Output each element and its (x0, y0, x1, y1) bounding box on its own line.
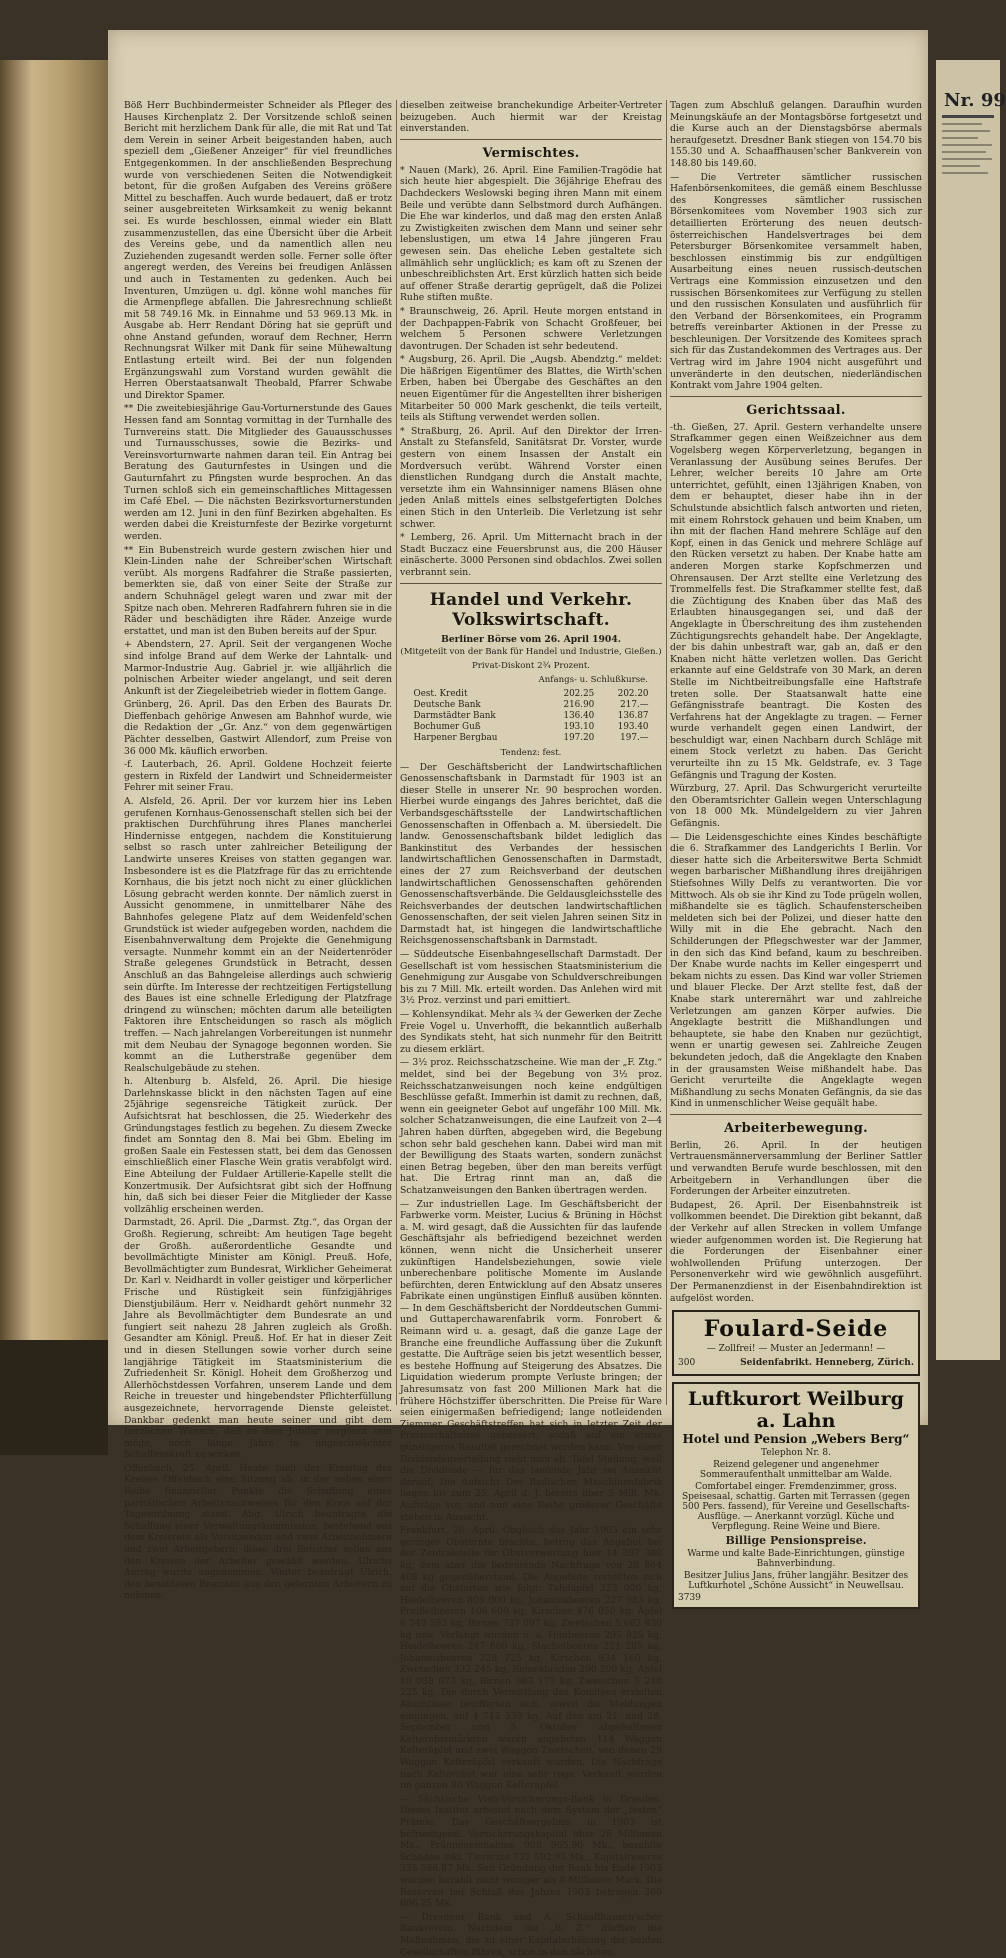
ad-line: Warme und kalte Bade-Einrichtungen, günstige Bahnverbindung. (687, 1549, 905, 1570)
boerse-row (410, 689, 651, 700)
boerse-rate: 202.20 (617, 688, 649, 699)
boerse-discount: Privat-Diskont 2¾ Prozent. (471, 660, 591, 671)
section-heading: Handel und Verkehr. Volkswirtschaft. (429, 589, 633, 630)
article-text: A. Alsfeld, 26. April. Der vor kurzem hier ins Leben gerufenen Kornhaus-Genossenschaft stellen sich bei der praktischen Durchführung ihres Planes mancherlei Hindernisse entgegen, nachdem die Konstituierung selbst so rasch unter zahlreicher Beteiligung der Landwirte unseres Kreises von statten gegangen war. Insbesondere ist es die Platzfrage für das zu errichtende Kornhaus, die bis jetzt noch nicht zu einer glücklichen Lösung gebracht werden konnte. Der nämlich zuerst in Aussicht genommene, in unmittelbarer Nähe des Bahnhofes gelegene Platz auf dem Weidenfeld'schen Grundstück ist wieder aufgegeben worden, nachdem die Eisenbahnverwaltung dem Projekte die Genehmigung versagte. Nunmehr kommt ein an der Neidertenröder Straße gelegenes Grundstück in Betracht, dessen Anschluß an das Bahngeleise allerdings auch schwierig sein dürfte. Im Interesse der rechtzeitigen Fertigstellung des Baues ist eine schnelle Erledigung der Platzfrage dringend zu wünschen; möchten darum alle beteiligten Faktoren ihre Entscheidungen so rasch als möglich treffen. — Nach jahrelangen Vorbereitungen ist nunmehr mit dem Neubau der Synagoge begonnen worden. Sie kommt an die Lutherstraße gegenüber dem Realschulgebäude zu stehen. (124, 796, 392, 1074)
section-rule (400, 583, 662, 584)
newspaper-page (108, 30, 928, 1958)
boerse-security: Harpener Bergbau (413, 732, 498, 743)
article-text: — 3½ proz. Reichsschatzscheine. Wie man der „F. Ztg.“ meldet, sind bei der Begebung von 3½ proz. Reichsschatzanweisungen noch keine endgültigen Beschlüsse gefaßt. Immerhin ist damit zu rechnen, daß, wenn ein geeigneter Gebot auf ungefähr 100 Mill. Mk. solcher Schatzanweisungen, die eine Laufzeit von 2—4 Jahren haben dürften, abgegeben wird, die Begebung schon sehr bald geschehen kann. Dabei wird man mit der Bewilligung des Staats warten, sondern zunächst einen Betrag begeben, über den man bereits verfügt hat. Die Ertrag rinnt man an, daß die Schatzanweisungen den Banken übertragen werden. (400, 1057, 662, 1196)
column-rule (396, 100, 397, 1405)
advertisement-weilburg (672, 1382, 920, 1609)
boerse-subtitle: (Mitgeteilt von der Bank für Handel und Industrie, Gießen.) (400, 646, 662, 657)
article-text: — Zur industriellen Lage. Im Geschäftsbericht der Farbwerke vorm. Meister, Lucius & Brüning in Höchst a. M. wird gesagt, daß die Aussichten für das laufende Geschäftsjahr als befriedigend bezeichnet werden können, wenn nicht die Unsicherheit unserer zukünftigen Handelsbeziehungen, sowie viele unberechenbare politische Momente im Auslande befürchten, deren Entwicklung auf den Absatz unseres Fabrikate einen ungünstigen Einfluß ausüben könnten. — In dem Geschäftsbericht der Norddeutschen Gummi- und Guttaperchawarenfabrik vorm. Fonrobert & Reimann wird u. a. gesagt, daß die ganze Lage der Branche eine freundliche Auffassung über die Zukunft gestatte. Die Aufträge seien bis jetzt wesentlich besser, es bestehe Hoffnung auf Steigerung des Absatzes. Die Liquidation wiederum prompte Verluste bringen; der Jahresumsatz von fast 200 Millionen Mark hat die frühere Höchstziffer überschritten. Die Preise für Ware seien einigermaßen befriedigend; lange notleidenden Ziemmer Geschäftstreffen hat sich in letzter Zeit der Preisverhältnisse gebessert, sodaß auf ein etwas günstigeres Resultat gerechnet werden kann. Von einer Dividendenverteilung sieht man ab. Tafel Stellung, weil die Dividende — für das laufende Jahr sei Aussicht darauf; Die Aufsicht Des Badischen Maschinenfabrik liegen bis zum 25. April d. J. bereits über 5 Mill. Mk. Aufträge vor, und nun eine Reihe größerer Geschäfte stehen in Aussicht. (400, 1198, 662, 1523)
boerse-rate: 217.— (620, 699, 649, 710)
neighbor-text-line (942, 151, 986, 153)
ad-line: Comfortabel einger. Fremdenzimmer, gross. Speisesaal, schattig. Garten mit Terrassen (gegen 500 Pers. fassend), für Vereine und Gesellschafts-Ausflüge. — Anerkannt vorzügl. Küche und Verpflegung. Reine Weine und Biere. (681, 1482, 911, 1533)
ad-title: Luftkurort Weilburg a. Lahn (688, 1388, 904, 1433)
ad-line: Besitzer Julius Jans, früher langjähr. Besitzer des Luftkurhotel „Schöne Aussicht“ in Neuwellsau. (683, 1571, 909, 1592)
section-heading: Arbeiterbewegung. (724, 1120, 868, 1136)
column-rule (666, 100, 667, 1405)
neighbor-page (936, 60, 1006, 1360)
ad-footer (678, 1356, 914, 1370)
ad-subtitle: Hotel und Pension „Webers Berg“ (682, 1432, 910, 1447)
boerse-row (410, 722, 651, 733)
boerse-rate: 136.87 (617, 710, 649, 721)
column-1 (124, 100, 392, 1602)
boerse-rate: 197.20 (563, 732, 595, 743)
boerse-security: Bochumer Guß (413, 721, 481, 732)
article-text: Tagen zum Abschluß gelangen. Daraufhin wurden Meinungskäufe an der Montagsbörse fortgesetzt und die Kurse auch an der Dienstagsbörse abermals heraufgesetzt. Dresdner Bank stiegen von 154.70 bis 155.30 und A. Schaaffhausen'scher Bankverein von 148.80 bis 149.60. (670, 100, 922, 169)
neighbor-rule (942, 115, 994, 118)
article-text: Darmstadt, 26. April. Die „Darmst. Ztg.“, das Organ der Großh. Regierung, schreibt: Am heutigen Tage begeht der Großh. außerordentliche Gesandte und bevollmächtigte Minister am Königl. Preuß. Hofe, Bevollmächtigter zum Bundesrat, Wirklicher Geheimerat Dr. Karl v. Neidhardt in voller geistiger und körperlicher Frische und Rüstigkeit sein fünfzigjähriges Dienstjubiläum. Herr v. Neidhardt gehört nunmehr 32 Jahre als Bevollmächtigter dem Bundesrate an und fungiert seit nahezu 28 Jahren zugleich als Großh. Gesandter am Königl. Preuß. Hof. Er hat in dieser Zeit und in diesen Stellungen sowie vorher durch seine langjährige Tätigkeit im Staatsministerium die Zufriedenheit Sr. Königl. Hoheit dem Großherzog und Allerhöchstdessen Vorfahren, unserem Lande und dem Reiche in treuester und hingebendster Pflichterfüllung ausgezeichnete, hervorragende Dienste geleistet. Dankbar gedenkt man heute seiner und gibt dem herzlichen Wunsch, daß es dem Jubilar vergönnt sein möge, noch lange Jahre in ungeschwächter Schaffenskraft zu wirken. (124, 1217, 392, 1461)
article-text: ** Die zweitebiesjährige Gau-Vorturnerstunde des Gaues Hessen fand am Sonntag vormittag in der Turnhalle des Turnvereins statt. Die Mitglieder des Gauausschusses und Turnausschusses, sowie die Bezirks- und Vereinsvorturnwarte nahmen daran teil. Ein Antrag bei Beratung des Gauturnfestes in Usingen und die Gauturnfahrt zu Pfingsten wurde besprochen. An das Turnen schloß sich ein gemeinschaftliches Mittagessen im Café Ebel. — Die nächsten Bezirksvorturnerstunden werden am 12. Juni in den fünf Bezirken abgehalten. Es werden dabei die Kreisturnfeste der Bezirke vorgeturnt werden. (124, 403, 392, 542)
boerse-tendency: Tendenz: fest. (500, 747, 562, 758)
boerse-rate: 193.10 (563, 721, 595, 732)
article-text: Grünberg, 26. April. Das den Erben des Baurats Dr. Dieffenbach gehörige Anwesen am Bahnhof wurde, wie die Redaktion der „Gr. Anz.“ von dem gegenwärtigen Pächter desselben, Gastwirt Allendorf, zum Preise von 36 000 Mk. käuflich erworben. (124, 699, 392, 757)
article-text: * Nauen (Mark), 26. April. Eine Familien-Tragödie hat sich heute hier abgespielt. Die 36jährige Ehefrau des Dachdeckers Weslowski beging ihren Mann mit einem Beile und verübte dann Selbstmord durch Aufhängen. Die Ehe war kinderlos, und daß mag den ersten Anlaß zu Zwistigkeiten zwischen dem Mann und seiner sehr lebenslustigen, um etwa 14 Jahre jüngeren Frau gewesen sein. Das eheliche Leben gestaltete sich allmählich sehr unglücklich; es kam oft zu Szenen der unbeschreiblichsten Art. Erst kürzlich hatten sich beide auf offener Straße derartig geprügelt, daß die Polizei Ruhe stiften mußte. (400, 164, 662, 304)
section-rule (670, 1114, 922, 1115)
boerse-security: Oest. Kredit (413, 688, 468, 699)
column-3 (670, 100, 922, 1604)
boerse-rate: 216.90 (563, 699, 595, 710)
article-text: * Braunschweig, 26. April. Heute morgen entstand in der Dachpappen-Fabrik von Schacht Großfeuer, bei welchem 5 Personen schwere Verletzungen davontrugen. Der Schaden ist sehr bedeutend. (400, 305, 662, 352)
article-text: * Augsburg, 26. April. Die „Augsb. Abendztg.“ meldet: Die häßrigen Eigentümer des Blattes, die Wirth'schen Erben, haben bei Übergabe des Geschäftes an den neuen Eigentümer für die Angestellten ihrer bisherigen Mitarbeiter 50 000 Mark geschenkt, die teils verteilt, teils als Stiftung verwendet werden sollen. (400, 354, 662, 424)
article-text: -th. Gießen, 27. April. Gestern verhandelte unsere Strafkammer gegen einen Weißzeichner aus dem Vogelsberg wegen Körperverletzung, begangen in Veranlassung der Ausübung seines Berufes. Der Lehrer, welcher bereits 10 Jahre am Orte unterrichtet, gefühlt, einen 13jährigen Knaben, von dem er behauptet, dieser habe ihn in der Schulstunde absichtlich falsch antworten und rieten, mit einem Rohrstock gehauen und beim Knaben, um ihn mit der flachen Hand mehrere Schläge auf den Kopf, einen in das Genick und mehrere Schläge auf den Rücken versetzt zu haben. Der Knabe hatte am anderen Morgen starke Kopfschmerzen und Ohrensausen. Der Arzt stellte eine Verletzung des Trommelfells fest. Die Strafkammer stellte fest, daß die Züchtigung des Knaben über das Maß des Erlaubten hinausgegangen sei, und daß der Angeklagte in Überschreitung des ihm zustehenden Züchtigungsrechts gehandelt habe. Der Angeklagte, der bis dahin unbestraft war, gab an, daß er den Knaben nicht hätte verletzen wollen. Das Gericht erkannte auf eine Geldstrafe von 30 Mark, an deren Stelle im Nichtbeitreibungsfalle eine Haftstrafe treten solle. Der Staatsanwalt hatte eine Gefängnisstrafe beantragt. Die Kosten des Verfahrens hat der Angeklagte zu tragen. — Ferner wurde verhandelt gegen einen Landwirt, der beschuldigt war, einen Nachbarn durch Schläge mit einem Stock verletzt zu haben. Das Gericht verurteilte ihn zu 15 Mk. Geldstrafe, ev. 3 Tage Gefängnis und Tragung der Kosten. (670, 421, 922, 781)
boerse-rate: 202.25 (563, 688, 595, 699)
section-heading: Vermischtes. (482, 145, 580, 161)
book-edge (0, 1340, 108, 1455)
article-text: h. Altenburg b. Alsfeld, 26. April. Die hiesige Darlehnskasse blickt in den nächsten Tagen auf eine 25jährige segensreiche Tätigkeit zurück. Der Aufsichtsrat hat beschlossen, die 25. Wiederkehr des Gründungstages festlich zu begehen. Zu diesem Zwecke findet am Sonntag den 8. Mai bei Gbm. Ebeling im großen Saale ein Festessen statt, bei dem das Genossen einschließlich einer Flasche Wein gratis verabfolgt wird. Eine Abteilung der Fuldaer Artillerie-Kapelle stellt die Konzertmusik. Der Aufsichtsrat gibt sich der Hoffnung hin, daß sich bei dieser Feier die Mitglieder der Kasse vollzählig erscheinen werden. (124, 1076, 392, 1215)
section-rule (670, 396, 922, 397)
article-text: -f. Lauterbach, 26. April. Goldene Hochzeit feierte gestern in Rixfeld der Landwirt und Schneidermeister Fehrer mit seiner Frau. (124, 759, 392, 794)
section-rule (400, 139, 662, 140)
column-2 (400, 100, 662, 1958)
article-text: Berlin, 26. April. In der heutigen Vertrauensmännerversammlung der Berliner Sattler und verwandten Berufe wurde beschlossen, mit den Arbeitgebern in Verhandlungen über die Forderungen der Arbeiter einzutreten. (670, 1139, 922, 1198)
article-text: dieselben zeitweise branchekundige Arbeiter-Vertreter beizugeben. Auch hiermit war der Kreistag einverstanden. (400, 100, 662, 135)
boerse-row (410, 711, 651, 722)
book-binding (0, 60, 108, 1455)
neighbor-text-line (942, 158, 992, 160)
boerse-row (410, 700, 651, 711)
ad-line: Billige Pensionspreise. (725, 1534, 867, 1548)
article-text: * Straßburg, 26. April. Auf den Direktor der Irren-Anstalt zu Stefansfeld, Sanitätsrat Dr. Vorster, wurde gestern von einem Insassen der Anstalt ein Mordversuch verübt. Während Vorster einen dienstlichen Rundgang durch die Anstalt machte, versetzte ihm ein Wahnsinniger namens Bläsen ohne jeden Anlaß mittels eines selbstgefertigten Dolches einen Stich in den Unterleib. Die Verletzung ist sehr schwer. (400, 425, 662, 530)
article-text: Böß Herr Buchbindermeister Schneider als Pfleger des Hauses Kirchenplatz 2. Der Vorsitzende schloß seinen Bericht mit herzlichem Dank für alle, die mit Rat und Tat dem Verein in seiner Arbeit beigestanden haben, auch speziell dem „Gießener Anzeiger“ für viel freundliches Entgegenkommen. In der anschließenden Besprechung wurde von verschiedenen Seiten die Notwendigkeit betont, für die großen Aufgaben des Vereins größere Mittel zu beschaffen. Auch wurde bedauert, daß er trotz seiner ausgebreiteten Wirksamkeit zu wenig bekannt sei. Es wurde beschlossen, einmal wieder ein Blatt zusammenzustellen, das eine Übersicht über die Arbeit des Vereins gebe, und da namentlich allen neu Zuziehenden zugesandt werden solle. Ferner solle öfter angeregt werden, des Vereins bei freudigen Anlässen und auch in Testamenten zu gedenken. Auch bei Inventuren, Umzügen u. dgl. könne wohl manches für die Armenpflege abfallen. Die Jahresrechnung schließt mit 58 749.16 Mk. in Einnahme und 53 969.13 Mk. in Ausgabe ab. Herr Rendant Döring hat sie geprüft und ohne Anstand gefunden, worauf dem Rechner, Herrn Rechnungsrat Wilker mit Dank für seine Mühewaltung Entlastung erteilt wird. Bei der nun folgenden Ergänzungswahl zum Vorstand wurden gewählt die Herren Oberstaatsanwalt Theobald, Pfarrer Schwabe und Direktor Spamer. (124, 100, 392, 401)
article-text: Budapest, 26. April. Der Eisenbahnstreik ist vollkommen beendet. Die Direktion gibt bekannt, daß der Verkehr auf allen Strecken in vollem Umfange wieder aufgenommen worden ist. Die Regierung hat die Forderungen der Eisenbahner einer wohlwollenden Prüfung unterzogen. Der Personenverkehr wird wie gewöhnlich ausgeführt. Der Permanenzdienst in der Eisenbahndirektion ist aufgelöst worden. (670, 1199, 922, 1304)
section-heading: Gerichtssaal. (746, 402, 846, 418)
neighbor-text-line (942, 165, 980, 167)
article-text: Würzburg, 27. April. Das Schwurgericht verurteilte den Oberamtsrichter Gallein wegen Unterschlagung von 18 000 Mk. Mündelgeldern zu vier Jahren Gefängnis. (670, 783, 922, 830)
boerse-rate: 193.40 (617, 721, 649, 732)
ad-firm: Seidenfabrikt. Henneberg, Zürich. (740, 1358, 914, 1369)
article-text: — Die Leidensgeschichte eines Kindes beschäftigte die 6. Strafkammer des Landgerichts I Berlin. Vor dieser hatte sich die Arbeiterswitwe Berta Schmidt wegen barbarischer Mißhandlung ihres dreijährigen Stiefsohnes Willy Delfs zu verantworten. Die vor Mittwoch. Als ob sie ihr Kind zu Tode prügeln wollen, mißhandelte sie es täglich. Schaufensterscheiben meldeten sich bei der Polizei, und dieser hatte den Willy mit in die Ehe gebracht. Nach den Schilderungen der Pflegschwester war der Jammer, in den sich das Kind befand, kaum zu beschreiben. Der Knabe wurde nachts im Keller eingesperrt und bekam nichts zu essen. Das Kind war voller Striemen und blauer Flecke. Der Arzt stellte fest, daß der Knabe stark unterernährt war und zahlreiche Verletzungen am ganzen Körper aufwies. Die Angeklagte bestritt die Mißhandlungen und behauptete, sie habe den Knaben nur gezüchtigt, wenn er unartig gewesen sei. Zahlreiche Zeugen bekundeten jedoch, daß die Angeklagte den Knaben in der grausamsten Weise mißhandelt habe. Das Gericht verurteilte die Angeklagte wegen Mißhandlung zu sechs Monaten Gefängnis, da sie das Kind in unmenschlicher Weise gequält habe. (670, 831, 922, 1110)
ad-line: Reizend gelegener und angenehmer Sommeraufenthalt unmittelbar am Walde. (699, 1460, 893, 1481)
neighbor-text-line (942, 144, 992, 146)
neighbor-text-line (942, 137, 978, 139)
article-text: — Dresdner Bank und A. Schaaffhausen'scher Bankverein. Nachdem die „B. Z.“ dürften die Maßnahmen, die zu einer Kapitalerhöhung der beiden Gesellschaften führen, schon in den nächsten (400, 1911, 662, 1958)
boerse-security: Darmstädter Bank (413, 710, 496, 721)
ad-title: Foulard-Seide (703, 1316, 889, 1343)
ad-number: 300 (678, 1358, 696, 1369)
article-text: Frankfurt, 26. April. Obgleich das Jahr 1903 ein sehr geringer Obsternte brachte, betrug das Angebot bei der Zentralstelle für Obstverwertung hier 14 397 380 kg, dem aber die bedeutende Nachfrage von 28 864 408 kg gegenüberstand. Die Angebote verteilten sich auf die Obstarten wie folgt: Tafeläpfel 323 000 kg, Heidelbeeren 809 000 kg, Johannisbeeren 227 983 kg, Preißelbeeren 106 609 kg, Kirschen 476 050 kg, Äpfel 6 349 593 kg, Birnen 737 097 kg, Zwetschen 5 662 830 kg usw. Verlangt wurden u. a. Himbeeren 295 825 kg, Heidelbeeren 247 660 kg, Stachelbeeren 221 285 kg, Johannisbeeren 228 725 kg, Kirschen 934 160 kg, Zwetschen 332 245 kg, Reineklauden 290 200 kg, Äpfel 19 038 073 kg, Birnen 983 175 kg, Zwetschen 5 240 225 kg. Die durch Vermittlung des Komitees erzielten Abschlüsse bezifferten sich, soweit die Meldungen eingingen, auf 4 712 339 kg. Auf den am 21. und 28. September und 5. Oktober abgehaltenen Kelterobstmärkten waren angeboten 114 Waggon Kelteräpfel und zwei Waggon Zwetschen, von denen 29 Waggon Kelteräpfel verkauft wurden. Die Nachfrage nach Kelterobst war eine sehr rege. Verkauft wurden im ganzen 80 Waggon Kelteräpfel. (400, 1525, 662, 1792)
neighbor-page-header: Nr. 99 (944, 90, 1006, 111)
ad-telephone: Telephon Nr. 8. (761, 1448, 831, 1459)
boerse-row (410, 733, 651, 744)
article-text: — Kohlensyndikat. Mehr als ¾ der Gewerken der Zeche Freie Vogel u. Unverhofft, die bekanntlich außerhalb des Syndikats steht, hat sich nunmehr für den Beitritt zu diesem erklärt. (400, 1009, 662, 1055)
article-text: — Süddeutsche Eisenbahngesellschaft Darmstadt. Der Gesellschaft ist vom hessischen Staatsministerium die Genehmigung zur Ausgabe von Schuldverschreibungen bis zu 7 Mill. Mk. erteilt worden. Das Anlehen wird mit 3½ Proz. verzinst und pari emittiert. (400, 949, 662, 1007)
article-text: + Abendstern, 27. April. Seit der vergangenen Woche sind infolge Brand auf dem Werke der Lahntalk- und Marmor-Industrie Aug. Gabriel jr. wie alljährlich die polnischen Arbeiter wieder angelangt, und seit deren Ankunft ist der Ziegeleibetrieb wieder in flottem Gange. (124, 639, 392, 697)
article-text: — Sächsische Vieh-Versicherungs-Bank in Dresden. Dieses Institut arbeitet nach dem System der „festen“ Prämie. Das Geschäftsergebnis in 1903 ist befriedigend: Versicherungskapital über 26 Millionen Mk., Prämieneinnahme 908 905.90 Mk., bezahlte Schäden inkl. Tierärzte 732 592.95 Mk., Kapitalreserve 335 586.87 Mk. Seit Gründung der Bank bis Ende 1903 wurden bezahlt nicht weniger als 8 Millionen Mark. Die Reserven bei Schluß des Jahres 1903 betragen 360 006.25 Mk. (400, 1793, 662, 1910)
advertisement-foulard-seide (672, 1310, 920, 1376)
ad-line: — Zollfrei! — Muster an Jedermann! — (706, 1344, 886, 1355)
ad-number: 3739 (678, 1593, 701, 1604)
boerse-table (410, 689, 651, 744)
article-text: — Der Geschäftsbericht der Landwirtschaftlichen Genossenschaftsbank in Darmstadt für 1903 ist an dieser Stelle in unserer Nr. 90 besprochen worden. Hierbei wurde eingangs des Jahres berichtet, daß die Verbandsgeschäftsstelle der Landwirtschaftlichen Genossenschaften in Offenbach a. M. übersiedelt. Die landw. Genossenschaftsbank bildet lediglich das Bankinstitut des Verbandes der hessischen landwirtschaftlichen Genossenschaften in Darmstadt, eines der 27 zum Reichsverband der deutschen landwirtschaftlichen Genossenschaften gehörenden Genossenschaftsverbände. Die Geldausgleichsstelle des Reichsverbandes der deutschen landwirtschaftlichen Genossenschaften, der seit vielen Jahren seinen Sitz in Darmstadt hat, ist hingegen die landwirtschaftliche Reichsgenossenschaftsbank in Darmstadt. (400, 761, 662, 947)
boerse-rate: 197.— (620, 732, 649, 743)
neighbor-text-line (942, 130, 990, 132)
article-text: Offenbach, 25. April. Heute hielt der Kreistag des Kreises Offenbach eine Sitzung ab, in der neben einer Reihe finanzieller Punkte die Schaffung eines paritätischen Arbeitsnachweises für den Kreis auf der Tagesordnung stand. Abg. Ulrich beantragte die Schaffung einer Verwaltungskommission, bestehend aus dem Kreisrate als Vorsitzenden und zwei Arbeitnehmern und zwei Arbeitgebern; diese drei Beisitzer sollen aus den Kreisen der Arbeiter gewählt werden. Ulrichs Antrag wurde angenommen. Weiter beantragt Ulrich, den besoldeten Beamten aus den gelernten Arbeitern zu nehmen. (124, 1462, 392, 1602)
article-text: — Die Vertreter sämtlicher russischen Hafenbörsenkomitees, die gemäß einem Beschlusse des Kongresses sämtlicher russischen Börsenkomitees vom November 1903 sich zur detaillierten Erörterung des neuen deutsch-österreichischen Handelsvertrages bei dem Petersburger Börsenkomitee versammelt haben, beschlossen einstimmig bis zur endgültigen Ausarbeitung eines neuen russisch-deutschen Vertrags eine Kommission einzusetzen und den russischen Börsenkomitees zur Verfügung zu stellen und den russischen Konsulaten und ausführlich für den Verband der Börsenkomitees, ein Programm betreffs vereinbarter Aktionen in der Presse zu beschleunigen. Der Vorsitzende des Komitees sprach sich für das Zustandekommen des Vertrages aus. Der Vertrag wird im Jahre 1904 nicht ausgeführt und unveränderte in den deutschen, niederländischen Kontrakt vom Jahre 1904 gelten. (670, 171, 922, 392)
boerse-rate: 136.40 (563, 710, 595, 721)
article-text: ** Ein Bubenstreich wurde gestern zwischen hier und Klein-Linden nahe der Schreiber'schen Wirtschaft verübt. Als morgens Radfahrer die Straße passierten, bemerkten sie, daß von einer Seite der Straße zur andern Schuhnägel gelegt waren und zwar mit der Spitze nach oben. Mehreren Radfahrern fuhren sie in die Räder und beschädigten ihre Räder. Anzeige wurde erstattet, und man ist den Buben bereits auf der Spur. (124, 544, 392, 637)
boerse-column-head: Anfangs- u. Schlußkurse. (538, 674, 648, 685)
boerse-title: Berliner Börse vom 26. April 1904. (441, 633, 621, 645)
boerse-security: Deutsche Bank (413, 699, 481, 710)
neighbor-text-line (942, 123, 982, 125)
article-text: * Lemberg, 26. April. Um Mitternacht brach in der Stadt Buczacz eine Feuersbrunst aus, die 200 Häuser einäscherte. 3000 Personen sind obdachlos. Zwei sollen verbrannt sein. (400, 532, 662, 578)
neighbor-text-line (942, 172, 988, 174)
